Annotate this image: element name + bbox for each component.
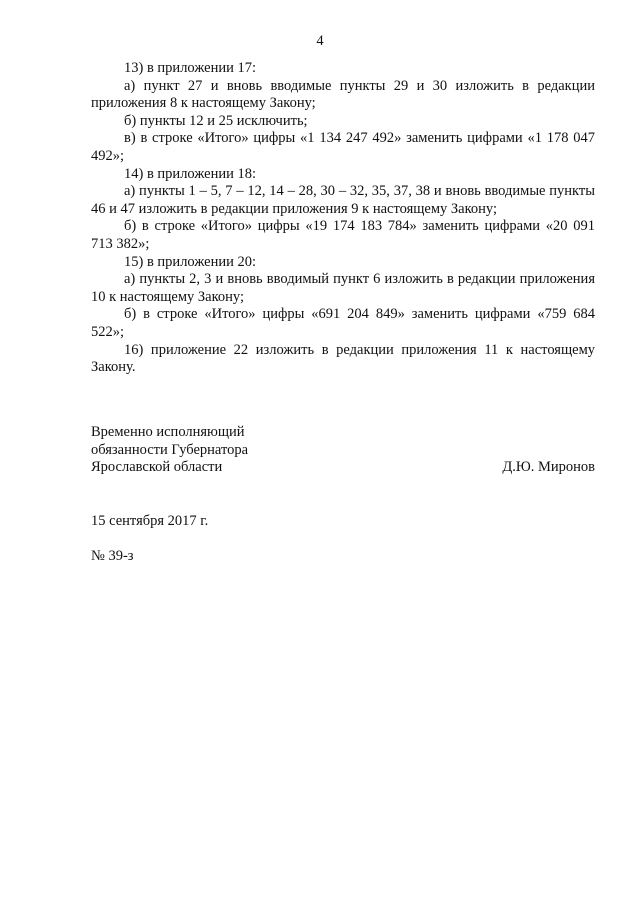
page-number: 4	[316, 33, 324, 49]
signature-block	[91, 424, 595, 477]
paragraph: б) пункты 12 и 25 исключить;	[124, 112, 308, 129]
signatory-name: Д.Ю. Миронов	[502, 459, 595, 475]
paragraph: в) в строке «Итого» цифры «1 134 247 492» заменить цифрами «1 178 047 492»;	[91, 130, 595, 164]
document-body	[91, 60, 595, 377]
signatory-title-line: обязанности Губернатора	[91, 441, 249, 458]
paragraph: 14) в приложении 18:	[124, 165, 257, 182]
law-number: № 39-з	[91, 548, 134, 564]
paragraph: б) в строке «Итого» цифры «19 174 183 784» заменить цифрами «20 091 713 382»;	[91, 218, 595, 252]
signatory-title-line: Ярославской области	[91, 459, 223, 476]
signatory-title-line: Временно исполняющий	[91, 424, 245, 440]
paragraph: а) пункты 2, 3 и вновь вводимый пункт 6 изложить в редакции приложения 10 к настоящему Закону;	[91, 271, 595, 305]
paragraph: б) в строке «Итого» цифры «691 204 849» заменить цифрами «759 684 522»;	[91, 306, 595, 340]
paragraph: 13) в приложении 17:	[124, 60, 257, 76]
paragraph: 15) в приложении 20:	[124, 253, 257, 270]
paragraph: а) пункт 27 и вновь вводимые пункты 29 и 30 изложить в редакции приложения 8 к настоящему Закону;	[91, 77, 595, 112]
paragraph: 16) приложение 22 изложить в редакции приложения 11 к настоящему Закону.	[91, 341, 595, 376]
document-date: 15 сентября 2017 г.	[91, 513, 209, 529]
paragraph: а) пункты 1 – 5, 7 – 12, 14 – 28, 30 – 32, 35, 37, 38 и вновь вводимые пункты 46 и 47 изложить в редакции приложения 9 к настоящему Закону;	[91, 183, 595, 217]
